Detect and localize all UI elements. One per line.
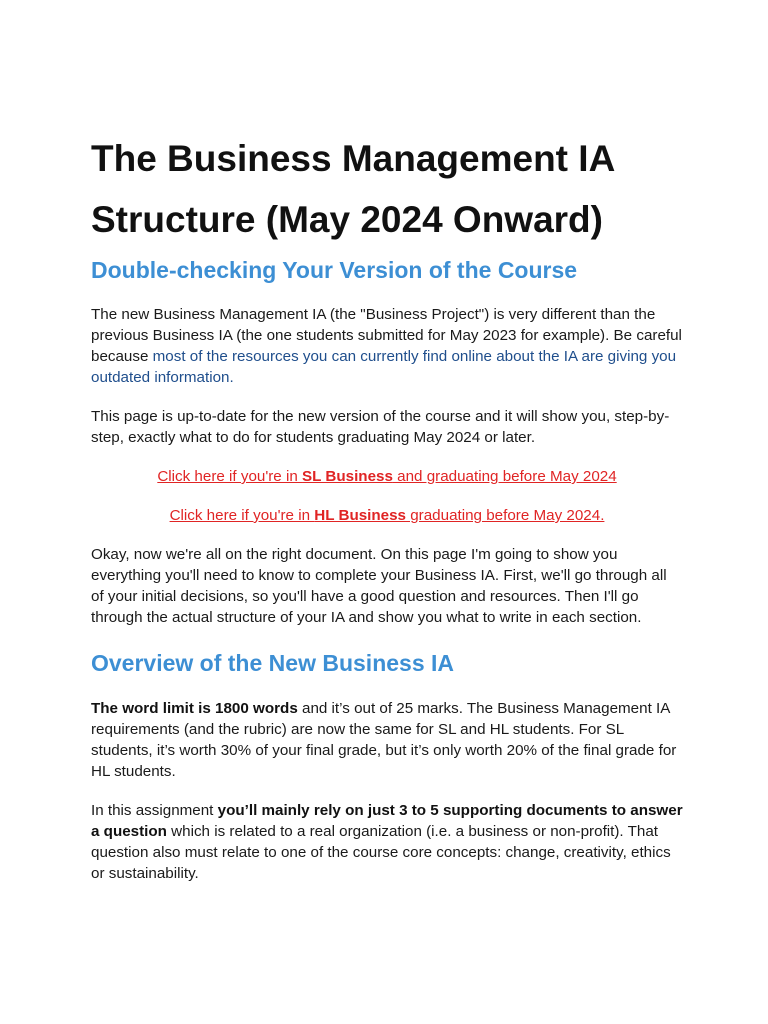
hl-link-line bbox=[91, 505, 683, 526]
hl-link-prefix: Click here if you're in bbox=[169, 507, 315, 524]
sl-link-suffix: and graduating before May 2024 bbox=[392, 468, 617, 485]
outdated-resources-link[interactable]: most of the resources you can currently find online about the IA are giving you outdated information. bbox=[91, 348, 677, 386]
sl-link-prefix: Click here if you're in bbox=[157, 468, 303, 485]
sl-link-line bbox=[91, 466, 683, 487]
document-content bbox=[91, 128, 683, 884]
page-title: The Business Management IA Structure (May 2024 Onward) bbox=[91, 138, 614, 240]
hl-business-link[interactable] bbox=[170, 507, 605, 524]
word-limit-paragraph bbox=[91, 698, 683, 782]
sl-business-link[interactable] bbox=[157, 468, 616, 485]
right-document-paragraph: Okay, now we're all on the right document. On this page I'm going to show you everything you'll need to know to complete your Business IA. First, we'll go through all of your initial decisions, so you'll have a good question and resources. Then I'll go through the actual structure of your IA and show you what to write in each section. bbox=[91, 546, 667, 626]
word-limit-text: and it’s out of 25 marks. The Business Management IA requirements (and the rubric) are now the same for SL and HL students. For SL students, it’s worth 30% of your final grade, but it’s only worth 20% of the final grade for HL students. bbox=[91, 700, 677, 780]
up-to-date-paragraph: This page is up-to-date for the new version of the course and it will show you, step-by-step, exactly what to do for students graduating May 2024 or later. bbox=[91, 408, 670, 446]
assignment-text-start: In this assignment bbox=[91, 802, 218, 819]
assignment-paragraph bbox=[91, 800, 683, 884]
sl-link-bold: SL Business bbox=[302, 468, 393, 485]
hl-link-suffix: graduating before May 2024. bbox=[406, 507, 605, 524]
hl-link-bold: HL Business bbox=[314, 507, 406, 524]
intro-paragraph bbox=[91, 304, 683, 388]
section-heading-overview: Overview of the New Business IA bbox=[91, 650, 455, 676]
section-heading-version: Double-checking Your Version of the Course bbox=[91, 257, 578, 283]
assignment-bold: you’ll mainly rely on just 3 to 5 supporting documents to answer a question bbox=[91, 802, 683, 840]
word-limit-bold: The word limit is 1800 words bbox=[91, 700, 298, 717]
intro-text: The new Business Management IA (the "Business Project") is very different than the previous Business IA (the one students submitted for May 2023 for example). Be careful because bbox=[91, 306, 682, 365]
assignment-text-rest: which is related to a real organization (i.e. a business or non-profit). That question also must relate to one of the course core concepts: change, creativity, ethics or sustainability. bbox=[91, 823, 671, 882]
